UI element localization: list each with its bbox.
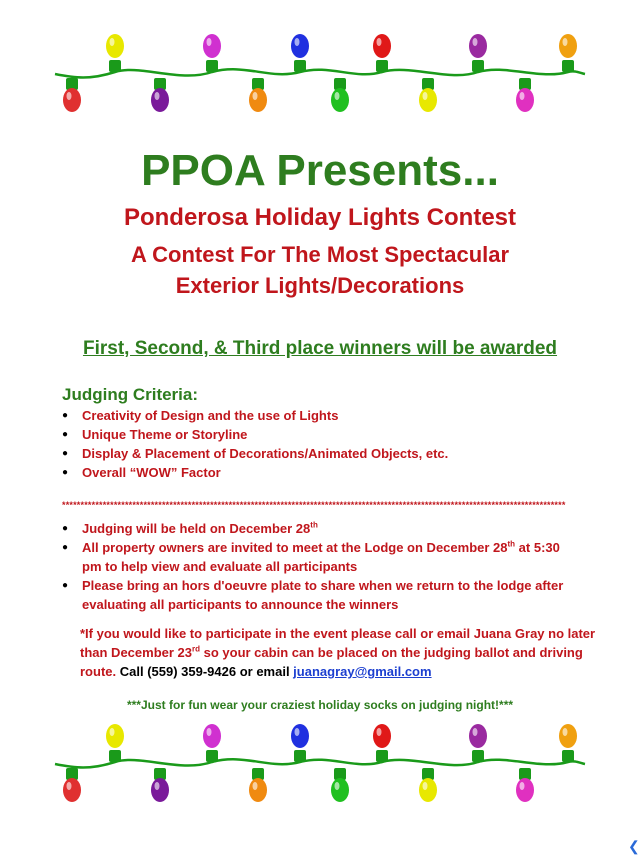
- detail-item-plate: ● Please bring an hors d'oeuvre plate to share when we return to the lodge after evaluating all participants to announce the winners: [62, 576, 582, 614]
- light-wire: [55, 69, 585, 77]
- light-bulb-icon: [559, 34, 577, 72]
- criteria-item: ● Overall “WOW” Factor: [62, 463, 582, 482]
- socks-note: ***Just for fun wear your craziest holiday socks on judging night!***: [126, 698, 514, 712]
- participation-info: *If you would like to participate in the event please call or email Juana Gray no later than December 23rd so your cabin can be placed on the judging ballot and driving route. Call (559) 359-9426 or email juanagray@gmail.com: [80, 626, 596, 679]
- light-bulb-icon: [373, 34, 391, 72]
- light-bulb-icon: [291, 724, 309, 762]
- light-bulb-icon: [106, 34, 124, 72]
- event-details-list: [62, 519, 582, 614]
- detail-item-meeting: ● All property owners are invited to meet at the Lodge on December 28th at 5:30 pm to help view and evaluate all participants: [62, 538, 582, 576]
- awards-line: First, Second, & Third place winners will be awarded: [82, 338, 558, 359]
- detail-item-date: ● Judging will be held on December 28th: [62, 519, 582, 538]
- light-bulb-icon: [516, 78, 534, 112]
- light-bulb-icon: [291, 34, 309, 72]
- light-bulb-icon: [203, 724, 221, 762]
- light-bulb-icon: [249, 78, 267, 112]
- light-bulb-icon: [249, 768, 267, 802]
- light-bulb-icon: [373, 724, 391, 762]
- contest-subtitle-line2: Exterior Lights/Decorations: [175, 273, 465, 298]
- light-bulb-icon: [203, 34, 221, 72]
- light-bulb-icon: [419, 78, 437, 112]
- judging-criteria-list: [62, 406, 582, 482]
- contest-title: Ponderosa Holiday Lights Contest: [123, 204, 517, 231]
- light-bulb-icon: [469, 724, 487, 762]
- string-lights-bottom: [0, 718, 640, 808]
- light-bulb-icon: [63, 768, 81, 802]
- light-bulb-icon: [419, 768, 437, 802]
- light-wire: [55, 759, 585, 767]
- light-bulb-icon: [516, 768, 534, 802]
- light-bulb-icon: [331, 768, 349, 802]
- light-bulb-icon: [331, 78, 349, 112]
- light-bulb-icon: [151, 768, 169, 802]
- asterisk-divider: ****************************************************************************************************************************************: [62, 500, 566, 510]
- page-title: PPOA Presents...: [141, 146, 499, 195]
- light-bulb-icon: [106, 724, 124, 762]
- light-bulb-icon: [469, 34, 487, 72]
- string-lights-top: [0, 28, 640, 118]
- contest-subtitle-line1: A Contest For The Most Spectacular: [130, 242, 510, 267]
- judging-criteria-heading: Judging Criteria:: [62, 385, 199, 404]
- criteria-item: ● Creativity of Design and the use of Lights: [62, 406, 582, 425]
- email-link[interactable]: juanagray@gmail.com: [293, 664, 432, 679]
- light-bulb-icon: [63, 78, 81, 112]
- light-bulb-icon: [151, 78, 169, 112]
- criteria-item: ● Display & Placement of Decorations/Animated Objects, etc.: [62, 444, 582, 463]
- contact-phone: Call (559) 359-9426 or email: [116, 664, 294, 679]
- chevron-left-icon[interactable]: ❮: [628, 838, 640, 854]
- criteria-item: ● Unique Theme or Storyline: [62, 425, 582, 444]
- light-bulb-icon: [559, 724, 577, 762]
